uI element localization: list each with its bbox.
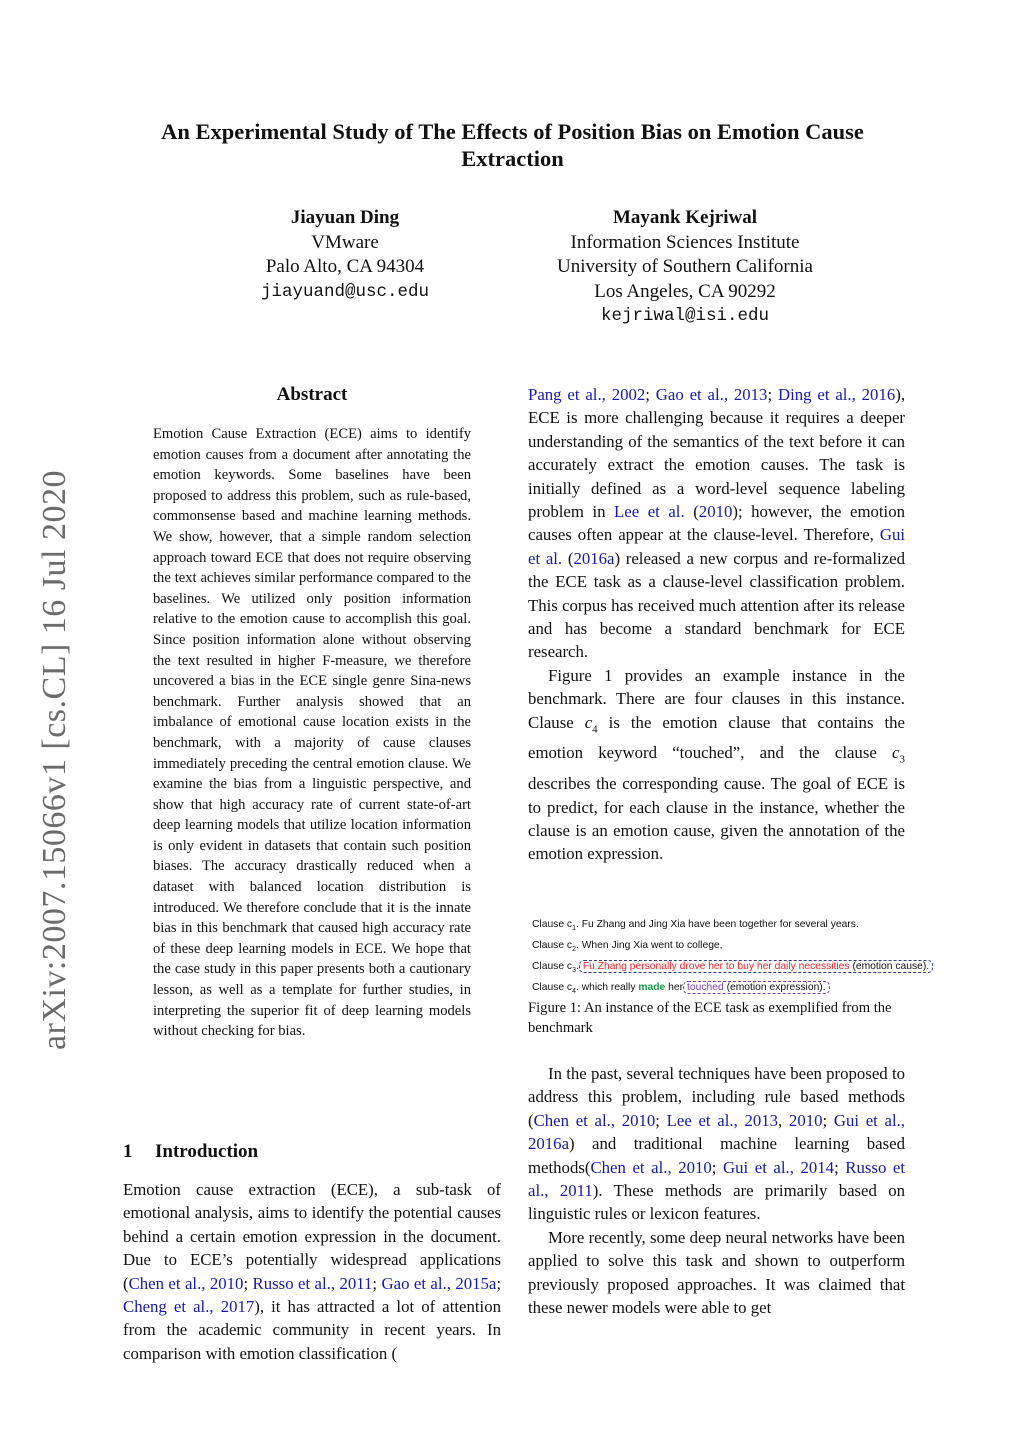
arxiv-sidebar	[30, 460, 80, 1060]
author-affiliation: VMware	[311, 231, 379, 253]
emotion-cause-text: Fu Zhang personally drove her to buy her daily necessities	[582, 961, 850, 972]
citation-link[interactable]: Russo et al., 2011	[252, 1273, 373, 1293]
abstract-heading: Abstract	[276, 384, 348, 405]
intro-paragraph-2	[528, 664, 905, 866]
citation-link[interactable]: Gui et al., 2014	[723, 1157, 835, 1177]
author-block-1	[195, 206, 495, 304]
author-email: jiayuand@usc.edu	[260, 281, 430, 302]
math-symbol: c	[892, 743, 900, 763]
figure-clause-3: Clause $c_3$. Fu Zhang personally drove her to buy her daily necessities (emotion cause).	[532, 956, 942, 977]
emotion-cause-tag: (emotion cause).	[852, 961, 930, 972]
figure-1-caption: Figure 1: An instance of the ECE task as exemplified from the benchmark	[528, 1000, 892, 1036]
citation-link[interactable]: Chen et al., 2010	[590, 1157, 712, 1177]
paragraph-text: Emotion cause extraction (ECE), a sub-task of emotional analysis, aims to identify the potential causes behind a certain emotion expression in the document. Due to ECE’s potentially widespread applications (	[123, 1180, 501, 1293]
right-column-bottom	[528, 1062, 905, 1319]
clause-label: Clause c	[532, 961, 573, 972]
paragraph-text: describes the corresponding cause. The goal of ECE is to predict, for each clause in the instance, whether the clause is an emotion cause, given the annotation of the emotion expression.	[528, 774, 905, 864]
clause-subscript: 2	[572, 946, 576, 954]
author-name: Jiayuan Ding	[290, 207, 400, 228]
paragraph-text: released a new corpus and re-formalized the ECE task as a clause-level classification problem. This corpus has received much attention after its release and has become a standard benchmark for ECE research.	[528, 548, 905, 662]
emotion-expression-box	[683, 981, 830, 994]
verb-highlight: made	[638, 982, 666, 993]
emotion-keyword: touched	[687, 982, 724, 993]
paragraph-text: In the past, several techniques have been proposed to address this problem, including rule based methods (	[528, 1064, 905, 1130]
author-address: Palo Alto, CA 94304	[265, 256, 425, 277]
paragraph-text: ) and traditional machine learning based methods(	[528, 1134, 905, 1177]
citation-link[interactable]: Lee et al., 2013	[666, 1110, 779, 1130]
abstract-text: Emotion Cause Extraction (ECE) aims to identify emotion causes from a document after annotating the emotion keywords. Some baselines have been proposed to address this problem, such as rule-based, commonsense based and machine learning methods. We show, however, that a simple random selection approach toward ECE that does not require observing the text achieves similar performance compared to the baselines. We utilized only position information relative to the emotion cause to accomplish this goal. Since position information alone without observing the text resulted in higher F-measure, we therefore uncovered a bias in the ECE single genre Sina-news benchmark. Further analysis showed that an imbalance of emotional cause location exists in the benchmark, with a majority of cause clauses immediately preceding the central emotion clause. We examine the bias from a linguistic perspective, and show that high accuracy rate of current state-of-art deep learning models that utilize location information is only evident in datasets that contain such position biases. The accuracy drastically reduced when a dataset with balanced location distribution is introduced. We therefore conclude that it is the innate bias in this benchmark that caused high accuracy rate of these deep learning models in ECE. We hope that the case study in this paper presents both a cautionary lesson, as well as a template for further studies, in interpreting the superior fit of deep learning models without checking for bias.	[153, 426, 471, 1040]
right-column-top	[528, 383, 905, 866]
clause-label: Clause c	[532, 982, 573, 993]
math-variable	[584, 712, 598, 736]
math-subscript: 4	[592, 723, 598, 736]
citation-link[interactable]: Lee et al.	[614, 502, 685, 522]
intro-paragraph-4: More recently, some deep neural networks have been applied to solve this task and shown to outperform previously proposed approaches. It was claimed that these newer models were able to get	[528, 1227, 905, 1318]
clause-subscript: 3	[572, 967, 576, 975]
figure-clause-1: Clause $c_1$. Fu Zhang and Jing Xia have been together for several years.	[532, 919, 859, 933]
clause-label: Clause c	[532, 940, 573, 951]
intro-paragraph-3: In the past, several techniques have been proposed to address this problem, including rule based methods (Chen et al., 2010; Lee et al., 2013, 2010; Gui et al., 2016a) and traditional machine learning based methods(Chen et al., 2010; Gui et al., 2014; Russo et al., 2011). These methods are primarily based on linguistic rules or lexicon features.	[528, 1064, 906, 1224]
citation-link[interactable]: Ding et al., 2016	[777, 385, 896, 404]
citation-link[interactable]: Chen et al., 2010	[533, 1110, 656, 1130]
arxiv-identifier: arXiv:2007.15066v1 [cs.CL] 16 Jul 2020	[36, 470, 73, 1050]
paragraph-text: ), it has attracted a lot of attention from the academic community in recent years. In comparison with emotion classification (	[123, 1297, 501, 1363]
author-name: Mayank Kejriwal	[612, 207, 758, 228]
citation-year-link[interactable]: 2016a	[573, 548, 615, 568]
figure-clause-4: Clause $c_4$. which really made her touched (emotion expression).	[532, 977, 942, 998]
clause-text: Fu Zhang and Jing Xia have been together for several years.	[581, 919, 859, 930]
citation-link[interactable]: Gui et al., 2016a	[528, 1110, 906, 1154]
paragraph-text: ; however, the emotion causes often appear at the clause-level. Therefore,	[528, 502, 905, 545]
citation-link[interactable]: Russo et al., 2011	[528, 1157, 906, 1201]
citation-link[interactable]: Cheng et al., 2017	[123, 1297, 255, 1317]
author-affiliation: University of Southern California	[557, 256, 813, 277]
emotion-expression-tag: (emotion expression).	[726, 982, 826, 993]
citation-link[interactable]: Gao et al., 2013	[655, 385, 768, 404]
section-heading-introduction	[123, 1141, 258, 1163]
citation-link[interactable]: Chen et al., 2010	[128, 1273, 244, 1293]
paragraph-text: ), ECE is more challenging because it requires a deeper understanding of the semantics of the text before it can accurately extract the emotion causes. The task is initially defined as a word-level sequence labeling problem in	[528, 385, 906, 522]
clause-label: Clause c	[532, 919, 573, 930]
paragraph-text: is the emotion clause that contains the emotion keyword “touched”, and the clause	[528, 712, 906, 763]
citation-link[interactable]: Gao et al., 2015a	[381, 1273, 497, 1293]
paragraph-text: Figure 1 provides an example instance in the benchmark. There are four clauses in this instance. Clause	[528, 665, 905, 732]
clause-subscript: 4	[572, 988, 576, 996]
paragraph-text: ). These methods are primarily based on linguistic rules or lexicon features.	[528, 1181, 905, 1224]
figure-1-example	[532, 914, 942, 998]
intro-paragraph-1-continued: Pang et al., 2002; Gao et al., 2013; Ding et al., 2016), ECE is more challenging because it requires a deeper understanding of the semantics of the text before it can accurately extract the emotion causes. The task is initially defined as a word-level sequence labeling problem in Lee et al. (2010); however, the emotion causes often appear at the clause-level. Therefore, Gui et al. (2016a) released a new corpus and re-formalized the ECE task as a clause-level classification problem. This corpus has received much attention after its release and has become a standard benchmark for ECE research.	[528, 385, 906, 662]
section-number: 1	[123, 1141, 133, 1162]
math-symbol: c	[584, 712, 593, 732]
author-email: kejriwal@isi.edu	[600, 306, 770, 326]
intro-paragraph-1-left: Emotion cause extraction (ECE), a sub-task of emotional analysis, aims to identify the potential causes behind a certain emotion expression in the document. Due to ECE’s potentially widespread applications (Chen et al., 2010; Russo et al., 2011; Gao et al., 2015a; Cheng et al., 2017), it has attracted a lot of attention from the academic community in recent years. In comparison with emotion classification (	[123, 1180, 502, 1363]
citation-link[interactable]: Pang et al., 2002	[528, 385, 646, 404]
emotion-cause-box	[579, 960, 933, 973]
clause-text: which really	[581, 982, 636, 993]
clause-text: When Jing Xia went to college,	[581, 940, 723, 951]
paper-title: An Experimental Study of The Effects of Position Bias on Emotion Cause Extraction	[161, 119, 864, 171]
clause-text: her	[668, 982, 684, 993]
author-address: Los Angeles, CA 90292	[594, 280, 776, 302]
citation-year-link[interactable]: 2010	[788, 1110, 823, 1130]
figure-clause-2: Clause $c_2$. When Jing Xia went to college,	[532, 940, 723, 954]
author-block-2	[530, 206, 840, 329]
citation-link[interactable]: Gui et al.	[528, 525, 905, 568]
author-affiliation: Information Sciences Institute	[570, 231, 800, 253]
math-variable	[892, 743, 905, 766]
math-subscript: 3	[899, 753, 905, 766]
citation-year-link[interactable]: 2010	[698, 502, 733, 522]
clause-subscript: 1	[572, 925, 576, 933]
section-title: Introduction	[155, 1141, 259, 1162]
